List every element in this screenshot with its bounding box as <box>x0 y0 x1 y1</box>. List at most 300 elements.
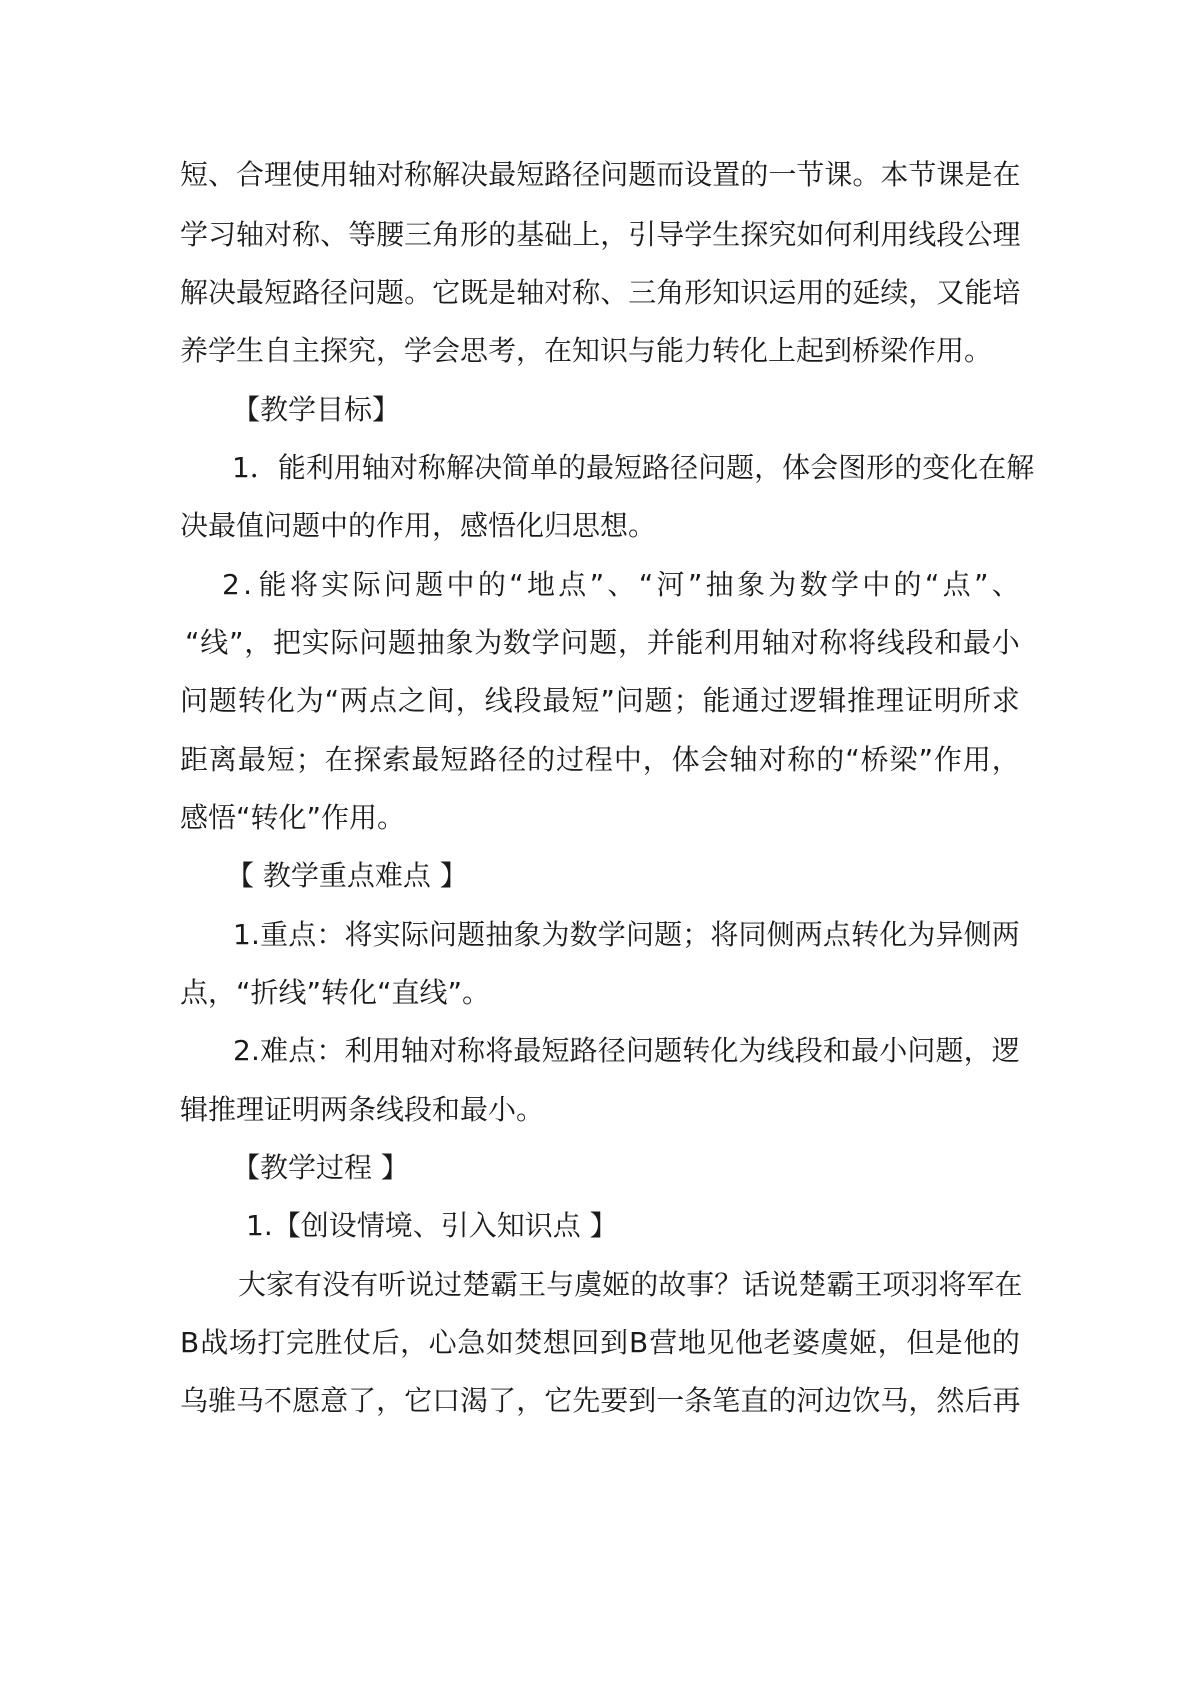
character: 际 <box>330 626 359 659</box>
character: 为 <box>768 568 797 601</box>
character: ” <box>229 626 244 659</box>
character: 合 <box>236 158 265 191</box>
character: 利 <box>704 626 733 659</box>
character: 学 <box>180 218 209 251</box>
character: 轴 <box>348 158 377 191</box>
character: 2 <box>233 1034 251 1067</box>
character: 题 <box>644 684 673 717</box>
character: 问 <box>359 626 388 659</box>
character: 想 <box>542 1326 571 1359</box>
character: 问 <box>348 276 377 309</box>
character: 小 <box>879 1034 908 1067</box>
character: 战 <box>200 1326 229 1359</box>
character: 霸 <box>490 1268 519 1301</box>
character: 等 <box>348 218 377 251</box>
character: “ <box>509 568 524 601</box>
character: 河 <box>796 1384 825 1417</box>
text-line <box>180 681 1020 721</box>
character: 大 <box>238 1268 267 1301</box>
character: 姬 <box>849 1326 878 1359</box>
character: 明 <box>933 684 962 717</box>
character: 没 <box>322 1268 351 1301</box>
text-line <box>232 448 1035 488</box>
character: 桥 <box>860 743 889 776</box>
character: 再 <box>992 1384 1021 1417</box>
character: ， <box>908 1384 937 1417</box>
character: “ <box>324 684 340 717</box>
character: 的 <box>894 451 923 484</box>
character: 抽 <box>416 626 445 659</box>
character: 对 <box>758 743 787 776</box>
character: 学 <box>684 218 713 251</box>
character: 的 <box>893 568 922 601</box>
character: 它 <box>544 1384 573 1417</box>
character: 生 <box>712 218 741 251</box>
character: 既 <box>460 276 489 309</box>
character: 他 <box>963 1326 992 1359</box>
character: 使 <box>292 158 321 191</box>
character: 实 <box>321 568 350 601</box>
character: 马 <box>236 1384 265 1417</box>
character: 称 <box>787 743 816 776</box>
character: “ <box>185 626 200 659</box>
character: 象 <box>445 626 474 659</box>
character: 会 <box>700 743 729 776</box>
character: 形 <box>684 276 713 309</box>
character: 线 <box>876 626 905 659</box>
character: 后 <box>371 1326 400 1359</box>
text-line <box>185 623 1020 663</box>
character: 转 <box>682 1034 711 1067</box>
character: 的 <box>477 568 506 601</box>
character: 的 <box>991 1326 1020 1359</box>
character: 笔 <box>712 1384 741 1417</box>
character: ， <box>754 451 783 484</box>
character: 重 <box>260 918 289 951</box>
character: ， <box>376 1384 405 1417</box>
character: 节 <box>908 158 937 191</box>
character: 打 <box>257 1326 286 1359</box>
character: 问 <box>907 1034 936 1067</box>
character: B <box>629 1326 649 1359</box>
character: 最 <box>411 743 440 776</box>
text-line <box>238 1265 1023 1305</box>
character: 如 <box>796 218 825 251</box>
character: 腰 <box>376 218 405 251</box>
character: 点 <box>822 918 851 951</box>
character: ， <box>963 1034 992 1067</box>
character: ； <box>682 918 711 951</box>
character: 题 <box>628 158 657 191</box>
character: 场 <box>228 1326 257 1359</box>
character: 的 <box>824 276 853 309</box>
character: ， <box>618 626 647 659</box>
character: 一 <box>768 158 797 191</box>
character: 的 <box>527 743 556 776</box>
character: 题 <box>208 684 237 717</box>
character: 数 <box>503 626 532 659</box>
character: 。 <box>852 158 881 191</box>
character: 问 <box>625 1034 654 1067</box>
character: ： <box>316 1034 345 1067</box>
character: 异 <box>935 918 964 951</box>
character: 体 <box>782 451 811 484</box>
character: 最 <box>237 743 266 776</box>
character: 轴 <box>729 743 758 776</box>
character: 、 <box>208 158 237 191</box>
section-heading: 【教学过程 】 <box>232 1151 409 1184</box>
character: 话 <box>742 1268 771 1301</box>
character: 仗 <box>343 1326 372 1359</box>
text-line <box>180 740 1020 780</box>
character: ， <box>516 1384 545 1417</box>
character: 侧 <box>766 918 795 951</box>
text-line <box>233 915 1020 955</box>
character: 推 <box>847 684 876 717</box>
character: 题 <box>388 626 417 659</box>
character: 运 <box>768 276 797 309</box>
character: 将 <box>485 1034 514 1067</box>
character: 。 <box>404 276 433 309</box>
character: 军 <box>966 1268 995 1301</box>
text-line <box>222 565 1020 605</box>
character: 听 <box>378 1268 407 1301</box>
character: 楚 <box>462 1268 491 1301</box>
character: 问 <box>428 918 457 951</box>
character: 1 <box>232 451 250 484</box>
character: 究 <box>768 218 797 251</box>
character: 与 <box>546 1268 575 1301</box>
character: 如 <box>485 1326 514 1359</box>
character: 用 <box>333 451 362 484</box>
character: 轴 <box>236 218 265 251</box>
character: 和 <box>934 626 963 659</box>
character: 化 <box>950 451 979 484</box>
character: 学 <box>830 568 859 601</box>
character: ？ <box>714 1268 743 1301</box>
character: 题 <box>935 1034 964 1067</box>
character: “ <box>845 743 860 776</box>
character: 解 <box>1006 451 1035 484</box>
character: 数 <box>569 918 598 951</box>
character: 路 <box>469 743 498 776</box>
character: 课 <box>824 158 853 191</box>
character: 急 <box>457 1326 486 1359</box>
character: 问 <box>600 158 629 191</box>
character: 用 <box>320 158 349 191</box>
character: 老 <box>763 1326 792 1359</box>
character: 短 <box>614 451 643 484</box>
character: 但 <box>906 1326 935 1359</box>
character: 到 <box>628 1384 657 1417</box>
character: 最 <box>542 684 571 717</box>
character: 难 <box>260 1034 289 1067</box>
character: 心 <box>428 1326 457 1359</box>
character: 用 <box>962 743 991 776</box>
character: ， <box>642 743 671 776</box>
character: 化 <box>710 1034 739 1067</box>
character: 用 <box>372 1034 401 1067</box>
character: 地 <box>677 1326 706 1359</box>
character: 所 <box>962 684 991 717</box>
character: 短 <box>180 158 209 191</box>
character: 线 <box>200 626 229 659</box>
character: 为 <box>541 918 570 951</box>
character: 河 <box>656 568 685 601</box>
character: 回 <box>571 1326 600 1359</box>
character: 意 <box>320 1384 349 1417</box>
character: 导 <box>656 218 685 251</box>
character: 霸 <box>826 1268 855 1301</box>
character: 最 <box>586 451 615 484</box>
character: 渴 <box>460 1384 489 1417</box>
character: 离 <box>208 743 237 776</box>
character: 婆 <box>792 1326 821 1359</box>
character: 乌 <box>180 1384 209 1417</box>
character: “ <box>638 568 654 601</box>
character: 点 <box>558 568 587 601</box>
character: 利 <box>344 1034 373 1067</box>
character: 在 <box>992 158 1021 191</box>
character: 培 <box>992 276 1021 309</box>
subsection-heading: 1.【创设情境、引入知识点 】 <box>246 1209 618 1242</box>
character: 口 <box>432 1384 461 1417</box>
character: 径 <box>320 276 349 309</box>
character: ； <box>673 684 702 717</box>
character: 题 <box>415 568 444 601</box>
character: 解 <box>180 276 209 309</box>
character: 逻 <box>991 1034 1020 1067</box>
character: 为 <box>907 918 936 951</box>
character: 间 <box>426 684 455 717</box>
character: 作 <box>933 743 962 776</box>
character: ， <box>908 276 937 309</box>
character: 问 <box>560 626 589 659</box>
character: 中 <box>446 568 475 601</box>
character: ” <box>600 684 615 717</box>
character: 基 <box>516 218 545 251</box>
character: 上 <box>572 218 601 251</box>
character: 理 <box>992 218 1021 251</box>
character: . <box>250 918 260 951</box>
character: 象 <box>736 568 765 601</box>
character: 最 <box>236 276 265 309</box>
character: 1 <box>233 918 251 951</box>
character: 过 <box>434 1268 463 1301</box>
character: 2 <box>222 568 240 601</box>
character: 称 <box>457 1034 486 1067</box>
character: ： <box>316 918 345 951</box>
character: 际 <box>400 918 429 951</box>
character: 将 <box>710 918 739 951</box>
character: 一 <box>656 1384 685 1417</box>
character: 说 <box>770 1268 799 1301</box>
character: 何 <box>824 218 853 251</box>
character: ” <box>973 568 989 601</box>
character: 将 <box>289 568 318 601</box>
character: ， <box>244 626 273 659</box>
character: 段 <box>905 626 934 659</box>
character: 问 <box>625 918 654 951</box>
character: 称 <box>404 158 433 191</box>
character: 路 <box>292 276 321 309</box>
character: 中 <box>862 568 891 601</box>
character: 的 <box>816 743 845 776</box>
character: 能 <box>964 276 993 309</box>
text-line: 辑推理证明两条线段和最小。 <box>180 1093 545 1126</box>
character: 饮 <box>852 1384 881 1417</box>
character: 本 <box>880 158 909 191</box>
character: 最 <box>851 1034 880 1067</box>
character: 际 <box>352 568 381 601</box>
character: 它 <box>404 1384 433 1417</box>
character: 化 <box>266 684 295 717</box>
character: 段 <box>794 1034 823 1067</box>
character: 之 <box>397 684 426 717</box>
character: 图 <box>838 451 867 484</box>
character: 轴 <box>361 451 390 484</box>
character: 程 <box>584 743 613 776</box>
character: 羽 <box>910 1268 939 1301</box>
character: ， <box>991 743 1020 776</box>
character: 线 <box>484 684 513 717</box>
character: 决 <box>473 451 502 484</box>
character: 短 <box>516 158 545 191</box>
character: 称 <box>292 218 321 251</box>
character: 在 <box>994 1268 1023 1301</box>
character: 体 <box>671 743 700 776</box>
character: 同 <box>738 918 767 951</box>
character: 是 <box>964 158 993 191</box>
character: 项 <box>882 1268 911 1301</box>
character: 的 <box>630 1268 659 1301</box>
character: 径 <box>572 158 601 191</box>
character: 在 <box>324 743 353 776</box>
text-line: 感悟“转化”作用。 <box>180 801 406 834</box>
character: ” <box>589 568 605 601</box>
character: 对 <box>264 218 293 251</box>
character: 引 <box>628 218 657 251</box>
character: 角 <box>432 218 461 251</box>
character: 求 <box>991 684 1020 717</box>
character: 用 <box>733 626 762 659</box>
character: 焚 <box>514 1326 543 1359</box>
text-line <box>180 273 1020 313</box>
character: 地 <box>526 568 555 601</box>
character: 点 <box>942 568 971 601</box>
character: 不 <box>264 1384 293 1417</box>
character: 课 <box>936 158 965 191</box>
character: 称 <box>417 451 446 484</box>
character: 理 <box>264 158 293 191</box>
character: 点 <box>368 684 397 717</box>
character: 距 <box>180 743 209 776</box>
character: 路 <box>642 451 671 484</box>
character: 为 <box>474 626 503 659</box>
text-line <box>180 155 1020 195</box>
character: 抽 <box>705 568 734 601</box>
character: 段 <box>513 684 542 717</box>
character: 题 <box>726 451 755 484</box>
character: 中 <box>613 743 642 776</box>
character: 题 <box>589 626 618 659</box>
character: 最 <box>513 1034 542 1067</box>
character: 变 <box>922 451 951 484</box>
character: 用 <box>796 276 825 309</box>
character: 问 <box>180 684 209 717</box>
character: 是 <box>488 276 517 309</box>
text-line <box>233 1031 1020 1071</box>
character: 线 <box>908 218 937 251</box>
character: 直 <box>740 1384 769 1417</box>
character: 、 <box>320 218 349 251</box>
character: 题 <box>654 918 683 951</box>
character: 对 <box>428 1034 457 1067</box>
character: 路 <box>544 158 573 191</box>
character: 要 <box>600 1384 629 1417</box>
character: . <box>243 568 253 601</box>
character: 两 <box>340 684 369 717</box>
character: ” <box>918 743 933 776</box>
character: 能 <box>277 451 306 484</box>
character: 虞 <box>574 1268 603 1301</box>
character: 的 <box>558 451 587 484</box>
character: 点 <box>288 1034 317 1067</box>
text-line: 养学生自主探究，学会思考，在知识与能力转化上起到桥梁作用。 <box>180 334 993 367</box>
character: 点 <box>288 918 317 951</box>
character: 的 <box>740 158 769 191</box>
character: 营 <box>649 1326 678 1359</box>
character: 轴 <box>400 1034 429 1067</box>
character: 两 <box>794 918 823 951</box>
character: 条 <box>684 1384 713 1417</box>
character: 短 <box>264 276 293 309</box>
character: 轴 <box>516 276 545 309</box>
character: B <box>180 1326 200 1359</box>
character: 形 <box>866 451 895 484</box>
character: 知 <box>712 276 741 309</box>
character: ， <box>600 218 629 251</box>
character: 侧 <box>963 918 992 951</box>
character: 实 <box>372 918 401 951</box>
character: 小 <box>991 626 1020 659</box>
character: 化 <box>879 918 908 951</box>
character: 先 <box>572 1384 601 1417</box>
character: 虞 <box>820 1326 849 1359</box>
character: 象 <box>513 918 542 951</box>
character: ， <box>877 1326 906 1359</box>
character: 础 <box>544 218 573 251</box>
character: 线 <box>766 1034 795 1067</box>
character: 短 <box>440 743 469 776</box>
character: 然 <box>936 1384 965 1417</box>
text-line: 点，“折线”转化“直线”。 <box>180 976 491 1009</box>
character: 为 <box>295 684 324 717</box>
character: 姬 <box>602 1268 631 1301</box>
character: 问 <box>615 684 644 717</box>
character: 又 <box>936 276 965 309</box>
character: 它 <box>432 276 461 309</box>
character: 将 <box>344 918 373 951</box>
character: 探 <box>740 218 769 251</box>
character: 置 <box>712 158 741 191</box>
character: 短 <box>541 1034 570 1067</box>
character: 决 <box>460 158 489 191</box>
character: 利 <box>305 451 334 484</box>
character: ； <box>295 743 324 776</box>
character: 轴 <box>761 626 790 659</box>
character: 称 <box>819 626 848 659</box>
